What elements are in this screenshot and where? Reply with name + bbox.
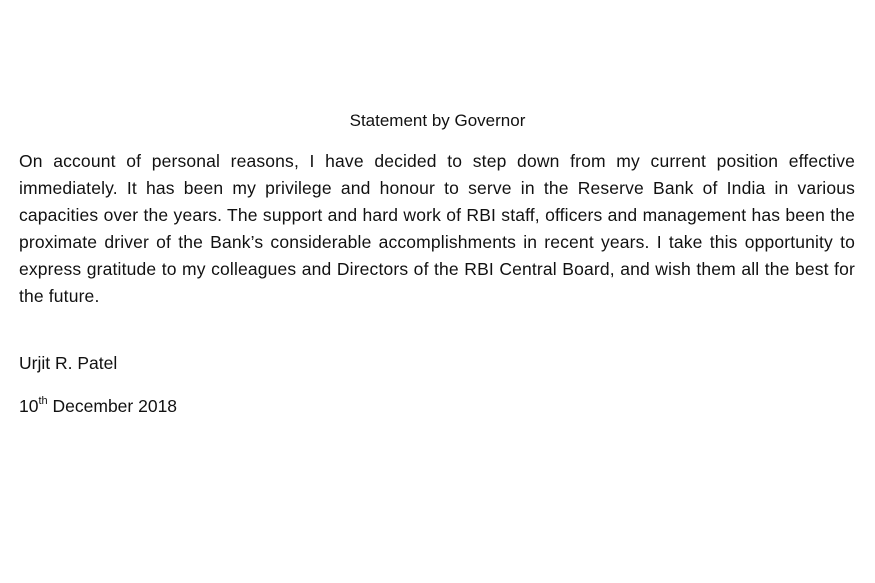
statement-body: On account of personal reasons, I have decided to step down from my current position effective immediately. It has been my privilege and honour to serve in the Reserve Bank of India in various capacities over the years. The support and hard work of RBI staff, officers and management has been the proximate driver of the Bank’s considerable accomplishments in recent years. I take this opportunity to express gratitude to my colleagues and Directors of the RBI Central Board, and wish them all the best for the future. <box>19 151 855 306</box>
signatory-name: Urjit R. Patel <box>19 353 118 373</box>
document-title: Statement by Governor <box>349 111 526 130</box>
date-month-year: December 2018 <box>47 395 178 416</box>
date-day: 10 <box>19 395 39 416</box>
statement-date <box>19 390 177 418</box>
date-suffix: th <box>38 395 48 407</box>
